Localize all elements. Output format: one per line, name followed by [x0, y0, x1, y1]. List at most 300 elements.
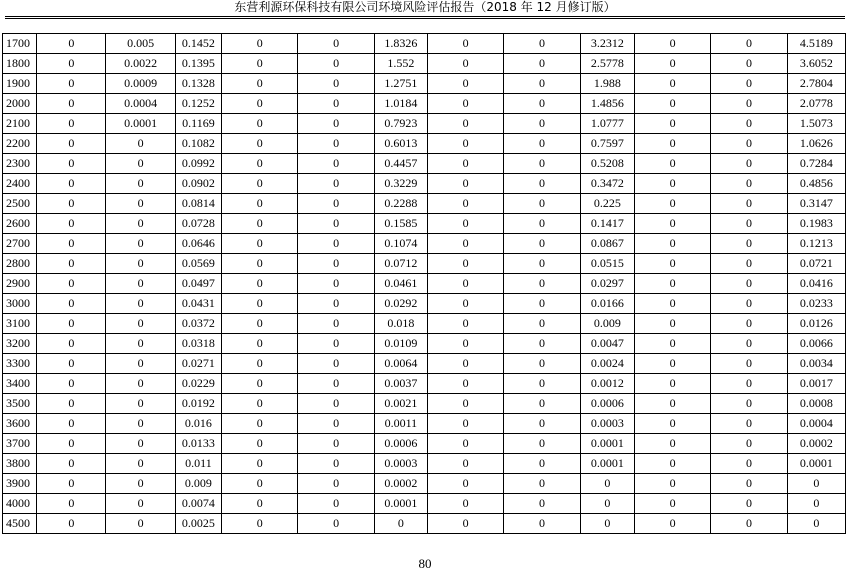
value-cell: 0 [634, 34, 710, 54]
value-cell: 0.0022 [106, 54, 175, 74]
value-cell: 0 [106, 314, 175, 334]
value-cell: 0.0166 [580, 294, 634, 314]
value-cell: 1.552 [374, 54, 427, 74]
value-cell: 0 [711, 294, 787, 314]
value-cell: 0 [711, 54, 787, 74]
value-cell: 0.0001 [580, 454, 634, 474]
value-cell: 0.0008 [787, 394, 845, 414]
value-cell: 0 [37, 394, 106, 414]
table-row [3, 434, 846, 454]
value-cell: 0.4457 [374, 154, 427, 174]
value-cell: 0.0229 [175, 374, 221, 394]
value-cell: 0 [298, 214, 374, 234]
value-cell: 0 [504, 234, 580, 254]
value-cell: 0 [428, 374, 504, 394]
value-cell: 0 [428, 174, 504, 194]
value-cell: 1.4856 [580, 94, 634, 114]
table-row [3, 34, 846, 54]
value-cell: 0 [711, 74, 787, 94]
value-cell: 0 [428, 354, 504, 374]
value-cell: 0 [711, 34, 787, 54]
table-row [3, 314, 846, 334]
value-cell: 0 [711, 314, 787, 334]
value-cell: 0 [428, 214, 504, 234]
table-row [3, 174, 846, 194]
value-cell: 0.0025 [175, 514, 221, 534]
value-cell: 0 [222, 274, 298, 294]
value-cell: 0 [222, 414, 298, 434]
value-cell: 0 [106, 494, 175, 514]
value-cell: 0 [106, 254, 175, 274]
distance-cell: 2600 [3, 214, 37, 234]
value-cell: 0.1213 [787, 234, 845, 254]
value-cell: 0.225 [580, 194, 634, 214]
value-cell: 0 [222, 74, 298, 94]
value-cell: 0 [634, 154, 710, 174]
value-cell: 0.0037 [374, 374, 427, 394]
value-cell: 0.0001 [580, 434, 634, 454]
value-cell: 0.0006 [580, 394, 634, 414]
distance-cell: 3200 [3, 334, 37, 354]
distance-cell: 3300 [3, 354, 37, 374]
value-cell: 0 [222, 54, 298, 74]
value-cell: 0 [711, 234, 787, 254]
value-cell: 0 [634, 494, 710, 514]
value-cell: 0 [37, 114, 106, 134]
value-cell: 0.009 [580, 314, 634, 334]
value-cell: 0 [37, 174, 106, 194]
value-cell: 0 [298, 374, 374, 394]
distance-cell: 3900 [3, 474, 37, 494]
table-row [3, 354, 846, 374]
table-row [3, 274, 846, 294]
value-cell: 0 [428, 254, 504, 274]
value-cell: 0 [106, 434, 175, 454]
value-cell: 0 [428, 274, 504, 294]
value-cell: 0 [634, 514, 710, 534]
table-row [3, 194, 846, 214]
value-cell: 0 [222, 314, 298, 334]
value-cell: 0 [634, 394, 710, 414]
value-cell: 0 [37, 234, 106, 254]
value-cell: 0 [711, 434, 787, 454]
value-cell: 0.1395 [175, 54, 221, 74]
value-cell: 0.0002 [374, 474, 427, 494]
value-cell: 0.5208 [580, 154, 634, 174]
table-row [3, 94, 846, 114]
value-cell: 0 [428, 134, 504, 154]
value-cell: 0 [374, 514, 427, 534]
value-cell: 0.0646 [175, 234, 221, 254]
value-cell: 0 [298, 234, 374, 254]
table-row [3, 414, 846, 434]
table-row [3, 134, 846, 154]
value-cell: 0.0515 [580, 254, 634, 274]
value-cell: 1.2751 [374, 74, 427, 94]
value-cell: 0 [634, 314, 710, 334]
page-header: 东营利源环保科技有限公司环境风险评估报告（2018 年 12 月修订版） [234, 0, 616, 14]
value-cell: 0 [504, 334, 580, 354]
value-cell: 0 [634, 214, 710, 234]
table-row [3, 454, 846, 474]
value-cell: 0 [580, 474, 634, 494]
value-cell: 0 [37, 34, 106, 54]
value-cell: 0 [504, 374, 580, 394]
value-cell: 0.4856 [787, 174, 845, 194]
value-cell: 0 [504, 174, 580, 194]
value-cell: 0.0011 [374, 414, 427, 434]
value-cell: 0 [634, 334, 710, 354]
value-cell: 0 [634, 234, 710, 254]
value-cell: 0.0003 [580, 414, 634, 434]
value-cell: 0.0728 [175, 214, 221, 234]
value-cell: 0 [106, 414, 175, 434]
value-cell: 0 [634, 54, 710, 74]
value-cell: 0 [711, 154, 787, 174]
value-cell: 0 [106, 274, 175, 294]
value-cell: 0 [711, 474, 787, 494]
value-cell: 3.6052 [787, 54, 845, 74]
value-cell: 0 [504, 214, 580, 234]
table-body [3, 34, 846, 534]
value-cell: 0.1417 [580, 214, 634, 234]
value-cell: 0.0297 [580, 274, 634, 294]
value-cell: 0 [504, 194, 580, 214]
value-cell: 0.0109 [374, 334, 427, 354]
value-cell: 0.0017 [787, 374, 845, 394]
value-cell: 0 [634, 74, 710, 94]
value-cell: 0 [37, 254, 106, 274]
page-number: 80 [418, 556, 432, 571]
value-cell: 0.0006 [374, 434, 427, 454]
table-row [3, 154, 846, 174]
table-row [3, 494, 846, 514]
value-cell: 0 [222, 454, 298, 474]
value-cell: 0.0001 [374, 494, 427, 514]
value-cell: 0 [222, 34, 298, 54]
value-cell: 0 [298, 94, 374, 114]
value-cell: 0.1452 [175, 34, 221, 54]
value-cell: 0 [504, 514, 580, 534]
value-cell: 0 [711, 414, 787, 434]
distance-cell: 1900 [3, 74, 37, 94]
table-row [3, 394, 846, 414]
value-cell: 0.0416 [787, 274, 845, 294]
value-cell: 0 [787, 474, 845, 494]
value-cell: 0.0461 [374, 274, 427, 294]
value-cell: 0 [106, 514, 175, 534]
value-cell: 0 [711, 374, 787, 394]
value-cell: 0 [428, 514, 504, 534]
value-cell: 0 [37, 474, 106, 494]
value-cell: 0 [222, 174, 298, 194]
value-cell: 0 [37, 134, 106, 154]
value-cell: 0 [222, 354, 298, 374]
value-cell: 1.0777 [580, 114, 634, 134]
distance-cell: 4000 [3, 494, 37, 514]
value-cell: 0.0009 [106, 74, 175, 94]
value-cell: 0 [428, 334, 504, 354]
value-cell: 0 [106, 394, 175, 414]
value-cell: 0.0003 [374, 454, 427, 474]
value-cell: 0 [504, 254, 580, 274]
value-cell: 0 [711, 194, 787, 214]
value-cell: 0.0233 [787, 294, 845, 314]
value-cell: 0 [634, 194, 710, 214]
value-cell: 1.0184 [374, 94, 427, 114]
value-cell: 1.5073 [787, 114, 845, 134]
value-cell: 2.7804 [787, 74, 845, 94]
value-cell: 0.009 [175, 474, 221, 494]
table-row [3, 474, 846, 494]
value-cell: 0 [634, 474, 710, 494]
value-cell: 0.0867 [580, 234, 634, 254]
header-rule-secondary [5, 18, 845, 19]
value-cell: 0.0292 [374, 294, 427, 314]
value-cell: 0.0126 [787, 314, 845, 334]
value-cell: 0 [711, 394, 787, 414]
value-cell: 0 [298, 274, 374, 294]
value-cell: 0 [222, 94, 298, 114]
value-cell: 3.2312 [580, 34, 634, 54]
value-cell: 0 [428, 154, 504, 174]
value-cell: 2.5778 [580, 54, 634, 74]
value-cell: 0 [37, 94, 106, 114]
value-cell: 0 [711, 494, 787, 514]
value-cell: 0 [106, 154, 175, 174]
value-cell: 0 [298, 334, 374, 354]
value-cell: 0.0034 [787, 354, 845, 374]
value-cell: 0 [37, 154, 106, 174]
value-cell: 0 [298, 194, 374, 214]
value-cell: 1.8326 [374, 34, 427, 54]
value-cell: 0.0012 [580, 374, 634, 394]
value-cell: 0 [634, 94, 710, 114]
value-cell: 0 [634, 354, 710, 374]
value-cell: 0.7923 [374, 114, 427, 134]
distance-cell: 3000 [3, 294, 37, 314]
value-cell: 0 [37, 194, 106, 214]
value-cell: 0 [37, 74, 106, 94]
value-cell: 0 [298, 354, 374, 374]
distance-cell: 2800 [3, 254, 37, 274]
value-cell: 0 [504, 94, 580, 114]
value-cell: 0 [222, 474, 298, 494]
value-cell: 0 [222, 194, 298, 214]
value-cell: 0 [298, 434, 374, 454]
value-cell: 0.0074 [175, 494, 221, 514]
value-cell: 0 [504, 494, 580, 514]
value-cell: 0 [428, 494, 504, 514]
value-cell: 0.0001 [106, 114, 175, 134]
value-cell: 0 [504, 54, 580, 74]
value-cell: 0 [428, 74, 504, 94]
value-cell: 0 [37, 314, 106, 334]
value-cell: 0 [504, 394, 580, 414]
value-cell: 0 [222, 334, 298, 354]
table-row [3, 54, 846, 74]
value-cell: 0.1983 [787, 214, 845, 234]
value-cell: 0 [711, 254, 787, 274]
value-cell: 0 [428, 434, 504, 454]
value-cell: 0.7284 [787, 154, 845, 174]
distance-cell: 3500 [3, 394, 37, 414]
value-cell: 0 [37, 514, 106, 534]
value-cell: 0 [504, 414, 580, 434]
value-cell: 0 [222, 154, 298, 174]
value-cell: 0.1585 [374, 214, 427, 234]
value-cell: 0.0004 [106, 94, 175, 114]
value-cell: 0.0721 [787, 254, 845, 274]
value-cell: 0 [711, 274, 787, 294]
value-cell: 0 [106, 454, 175, 474]
value-cell: 0 [504, 314, 580, 334]
value-cell: 0.011 [175, 454, 221, 474]
value-cell: 0.2288 [374, 194, 427, 214]
value-cell: 0 [222, 214, 298, 234]
value-cell: 0 [711, 174, 787, 194]
value-cell: 0.0021 [374, 394, 427, 414]
value-cell: 0.0497 [175, 274, 221, 294]
table-row [3, 254, 846, 274]
value-cell: 0 [37, 374, 106, 394]
value-cell: 0 [504, 454, 580, 474]
value-cell: 0 [106, 294, 175, 314]
value-cell: 0.0431 [175, 294, 221, 314]
value-cell: 0 [428, 454, 504, 474]
distance-cell: 2200 [3, 134, 37, 154]
value-cell: 0 [106, 134, 175, 154]
value-cell: 0 [428, 234, 504, 254]
value-cell: 0.0569 [175, 254, 221, 274]
value-cell: 0.1074 [374, 234, 427, 254]
value-cell: 0 [504, 34, 580, 54]
value-cell: 0 [504, 114, 580, 134]
value-cell: 0.6013 [374, 134, 427, 154]
value-cell: 0 [222, 494, 298, 514]
table-row [3, 74, 846, 94]
distance-cell: 4500 [3, 514, 37, 534]
value-cell: 0 [711, 514, 787, 534]
value-cell: 0 [298, 74, 374, 94]
value-cell: 0 [37, 54, 106, 74]
table-row [3, 514, 846, 534]
value-cell: 0 [634, 254, 710, 274]
value-cell: 0 [504, 474, 580, 494]
value-cell: 0 [298, 154, 374, 174]
value-cell: 0 [428, 414, 504, 434]
value-cell: 0 [504, 274, 580, 294]
value-cell: 0.0902 [175, 174, 221, 194]
table-row [3, 234, 846, 254]
value-cell: 0 [298, 514, 374, 534]
value-cell: 0 [634, 414, 710, 434]
value-cell: 0 [222, 294, 298, 314]
value-cell: 0 [222, 514, 298, 534]
value-cell: 0.018 [374, 314, 427, 334]
table-row [3, 214, 846, 234]
value-cell: 0 [634, 454, 710, 474]
value-cell: 0 [428, 394, 504, 414]
value-cell: 0 [711, 214, 787, 234]
value-cell: 0 [37, 294, 106, 314]
value-cell: 0 [106, 474, 175, 494]
value-cell: 0 [298, 474, 374, 494]
distance-cell: 3100 [3, 314, 37, 334]
value-cell: 0 [428, 94, 504, 114]
table-row [3, 334, 846, 354]
distance-cell: 1700 [3, 34, 37, 54]
value-cell: 0 [106, 234, 175, 254]
value-cell: 0 [428, 314, 504, 334]
value-cell: 0 [711, 354, 787, 374]
value-cell: 0 [504, 294, 580, 314]
value-cell: 0 [504, 134, 580, 154]
value-cell: 0 [504, 434, 580, 454]
value-cell: 0 [298, 454, 374, 474]
value-cell: 0 [428, 294, 504, 314]
value-cell: 0.0024 [580, 354, 634, 374]
value-cell: 0 [298, 494, 374, 514]
distance-cell: 2400 [3, 174, 37, 194]
value-cell: 0.1252 [175, 94, 221, 114]
value-cell: 0 [428, 34, 504, 54]
value-cell: 0 [298, 294, 374, 314]
value-cell: 0 [504, 154, 580, 174]
value-cell: 0 [37, 274, 106, 294]
value-cell: 0 [37, 214, 106, 234]
value-cell: 0 [711, 454, 787, 474]
value-cell: 0 [634, 114, 710, 134]
value-cell: 0 [787, 514, 845, 534]
value-cell: 0 [634, 134, 710, 154]
value-cell: 0 [634, 174, 710, 194]
value-cell: 2.0778 [787, 94, 845, 114]
value-cell: 0.3229 [374, 174, 427, 194]
value-cell: 0 [298, 54, 374, 74]
value-cell: 0 [428, 474, 504, 494]
value-cell: 0.0372 [175, 314, 221, 334]
value-cell: 0.0064 [374, 354, 427, 374]
value-cell: 0 [106, 374, 175, 394]
distance-cell: 2900 [3, 274, 37, 294]
distance-cell: 1800 [3, 54, 37, 74]
value-cell: 0.7597 [580, 134, 634, 154]
value-cell: 0 [106, 194, 175, 214]
value-cell: 0.0712 [374, 254, 427, 274]
value-cell: 0 [222, 114, 298, 134]
value-cell: 0.0814 [175, 194, 221, 214]
distance-cell: 3800 [3, 454, 37, 474]
value-cell: 0.0271 [175, 354, 221, 374]
value-cell: 0 [222, 134, 298, 154]
value-cell: 0.0002 [787, 434, 845, 454]
value-cell: 0.0133 [175, 434, 221, 454]
value-cell: 0 [37, 454, 106, 474]
value-cell: 0 [711, 114, 787, 134]
value-cell: 0 [222, 234, 298, 254]
value-cell: 0.0992 [175, 154, 221, 174]
value-cell: 0 [634, 274, 710, 294]
value-cell: 0 [37, 434, 106, 454]
header-rule [5, 16, 845, 17]
value-cell: 0 [580, 514, 634, 534]
distance-cell: 2700 [3, 234, 37, 254]
value-cell: 0.0192 [175, 394, 221, 414]
distance-cell: 2100 [3, 114, 37, 134]
value-cell: 0 [711, 134, 787, 154]
value-cell: 0 [106, 174, 175, 194]
